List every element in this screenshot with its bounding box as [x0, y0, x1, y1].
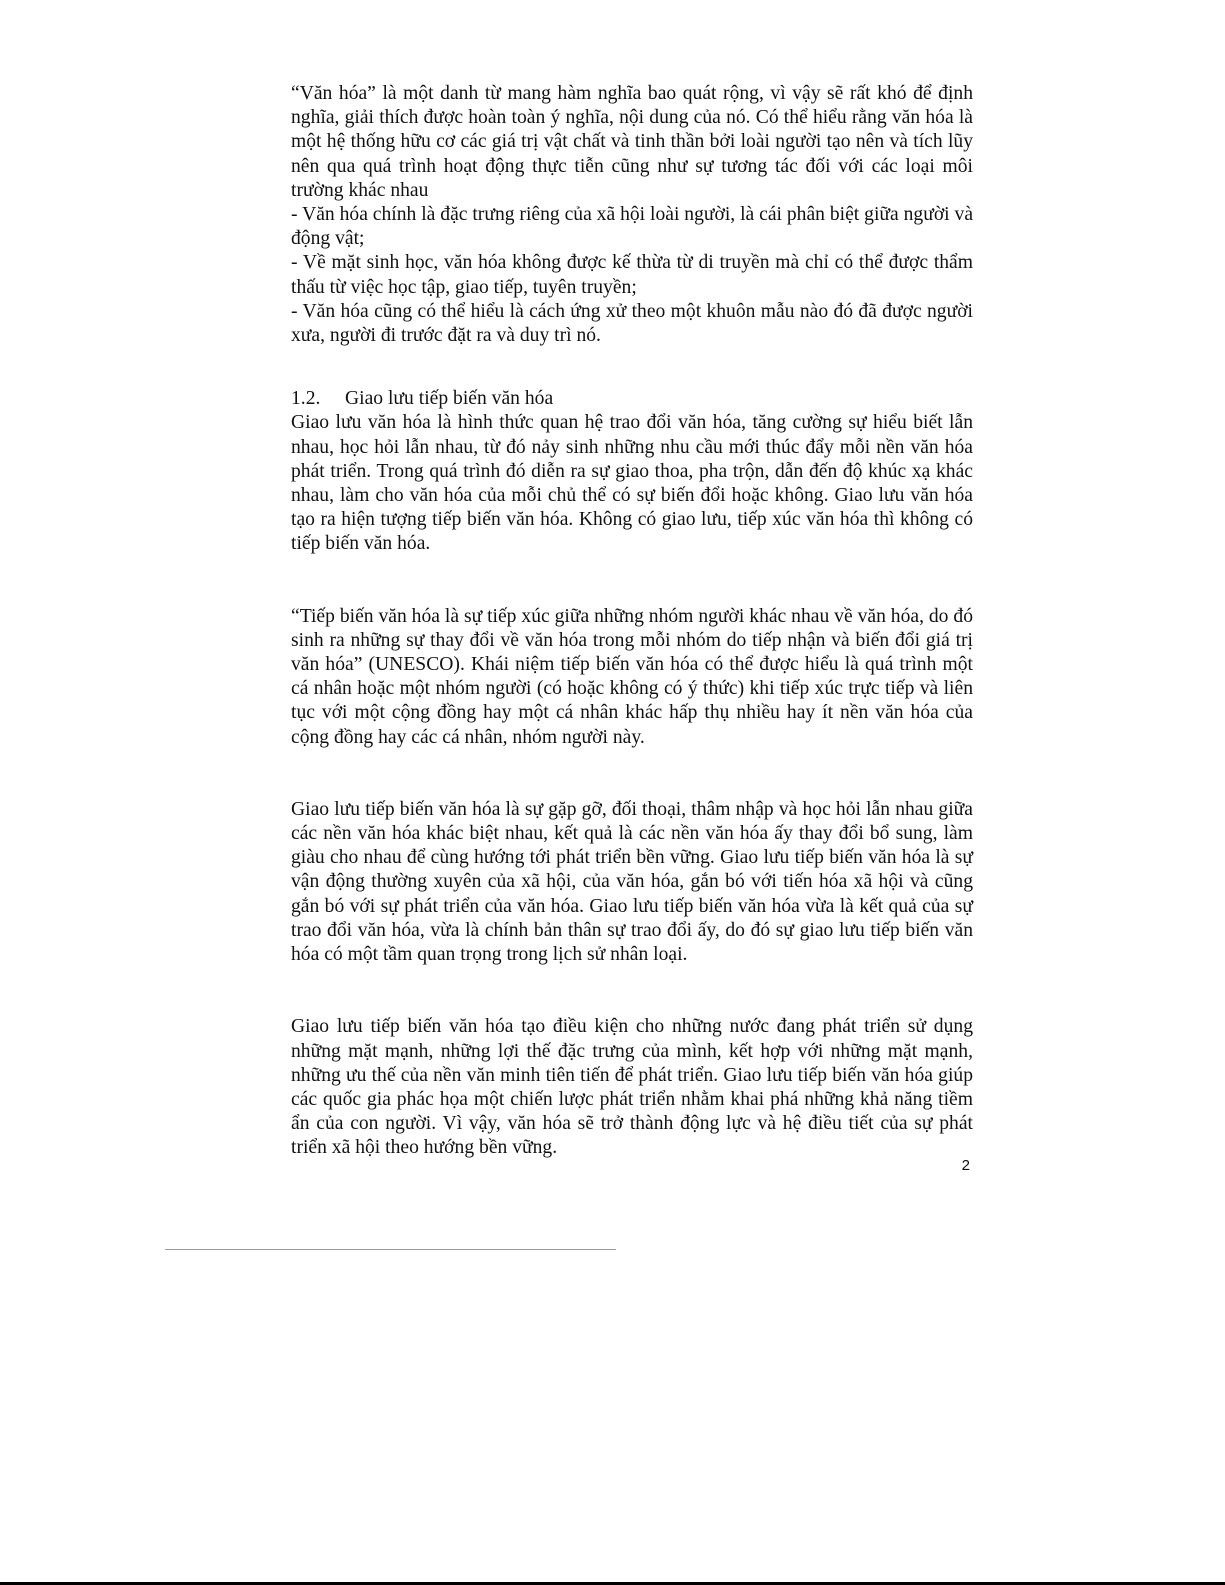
bullet-item: - Văn hóa chính là đặc trưng riêng của xã hội loài người, là cái phân biệt giữa người và động vật;	[291, 204, 974, 250]
section-title: Giao lưu tiếp biến văn hóa	[345, 388, 554, 410]
footer-divider	[165, 1249, 615, 1250]
body-paragraph: “Tiếp biến văn hóa là sự tiếp xúc giữa những nhóm người khác nhau về văn hóa, do đó sinh ra những sự thay đổi về văn hóa trong mỗi nhóm do tiếp nhận và biến đổi giá trị văn hóa” (UNESCO). Khái niệm tiếp biến văn hóa có thể được hiểu là quá trình một cá nhân hoặc một nhóm người (có hoặc không có ý thức) khi tiếp xúc trực tiếp và liên tục với một cộng đồng hay một cá nhân khác hấp thụ nhiều hay ít nền văn hóa của cộng đồng hay các cá nhân, nhóm người này.	[291, 605, 973, 748]
bullet-item: - Về mặt sinh học, văn hóa không được kế thừa từ di truyền mà chỉ có thể được thẩm thấu từ việc học tập, giao tiếp, tuyên truyền;	[291, 252, 973, 298]
footer-divider-tail	[606, 1249, 618, 1250]
spacer	[291, 750, 973, 798]
section-number: 1.2.	[291, 388, 321, 410]
page-number: 2	[961, 1157, 970, 1174]
spacer	[291, 557, 973, 605]
page-body	[291, 82, 973, 1161]
intro-paragraph: “Văn hóa” là một danh từ mang hàm nghĩa bao quát rộng, vì vậy sẽ rất khó để định nghĩa, giải thích được hoàn toàn ý nghĩa, nội dung của nó. Có thể hiểu rằng văn hóa là một hệ thống hữu cơ các giá trị vật chất và tinh thần bởi loài người tạo nên và tích lũy nên qua quá trình hoạt động thực tiễn cũng như sự tương tác đối với các loại môi trường khác nhau	[291, 83, 973, 201]
spacer	[291, 348, 973, 387]
body-paragraph: Giao lưu tiếp biến văn hóa là sự gặp gỡ, đối thoại, thâm nhập và học hỏi lẫn nhau giữa các nền văn hóa khác biệt nhau, kết quả là các nền văn hóa ấy thay đổi bổ sung, làm giàu cho nhau để cùng hướng tới phát triển bền vững. Giao lưu tiếp biến văn hóa là sự vận động thường xuyên của xã hội, của văn hóa, gắn bó với tiến hóa xã hội và cũng gắn bó với sự phát triển của văn hóa. Giao lưu tiếp biến văn hóa vừa là kết quả của sự trao đổi văn hóa, vừa là chính bản thân sự trao đổi ấy, do đó sự giao lưu tiếp biến văn hóa có một tầm quan trọng trong lịch sử nhân loại.	[291, 798, 973, 966]
section-heading	[291, 387, 973, 411]
body-paragraph: Giao lưu văn hóa là hình thức quan hệ trao đổi văn hóa, tăng cường sự hiểu biết lẫn nhau, học hỏi lẫn nhau, từ đó nảy sinh những nhu cầu mới thúc đẩy mỗi nền văn hóa phát triển. Trong quá trình đó diễn ra sự giao thoa, pha trộn, dẫn đến độ khúc xạ khác nhau, làm cho văn hóa của mỗi chủ thể có sự biến đổi hoặc không. Giao lưu văn hóa tạo ra hiện tượng tiếp biến văn hóa. Không có giao lưu, tiếp xúc văn hóa thì không có tiếp biến văn hóa.	[291, 412, 973, 555]
body-paragraph: Giao lưu tiếp biến văn hóa tạo điều kiện cho những nước đang phát triển sử dụng những mặt mạnh, những lợi thế đặc trưng của mình, kết hợp với những mặt mạnh, những ưu thế của nền văn minh tiên tiến để phát triển. Giao lưu tiếp biến văn hóa giúp các quốc gia phác họa một chiến lược phát triển nhằm khai phá những khả năng tiềm ẩn của con người. Vì vậy, văn hóa sẽ trở thành động lực và hệ điều tiết của sự phát triển xã hội theo hướng bền vững.	[291, 1016, 973, 1159]
bullet-item: - Văn hóa cũng có thể hiểu là cách ứng xử theo một khuôn mẫu nào đó đã được người xưa, người đi trước đặt ra và duy trì nó.	[291, 300, 973, 347]
spacer	[291, 967, 973, 1015]
